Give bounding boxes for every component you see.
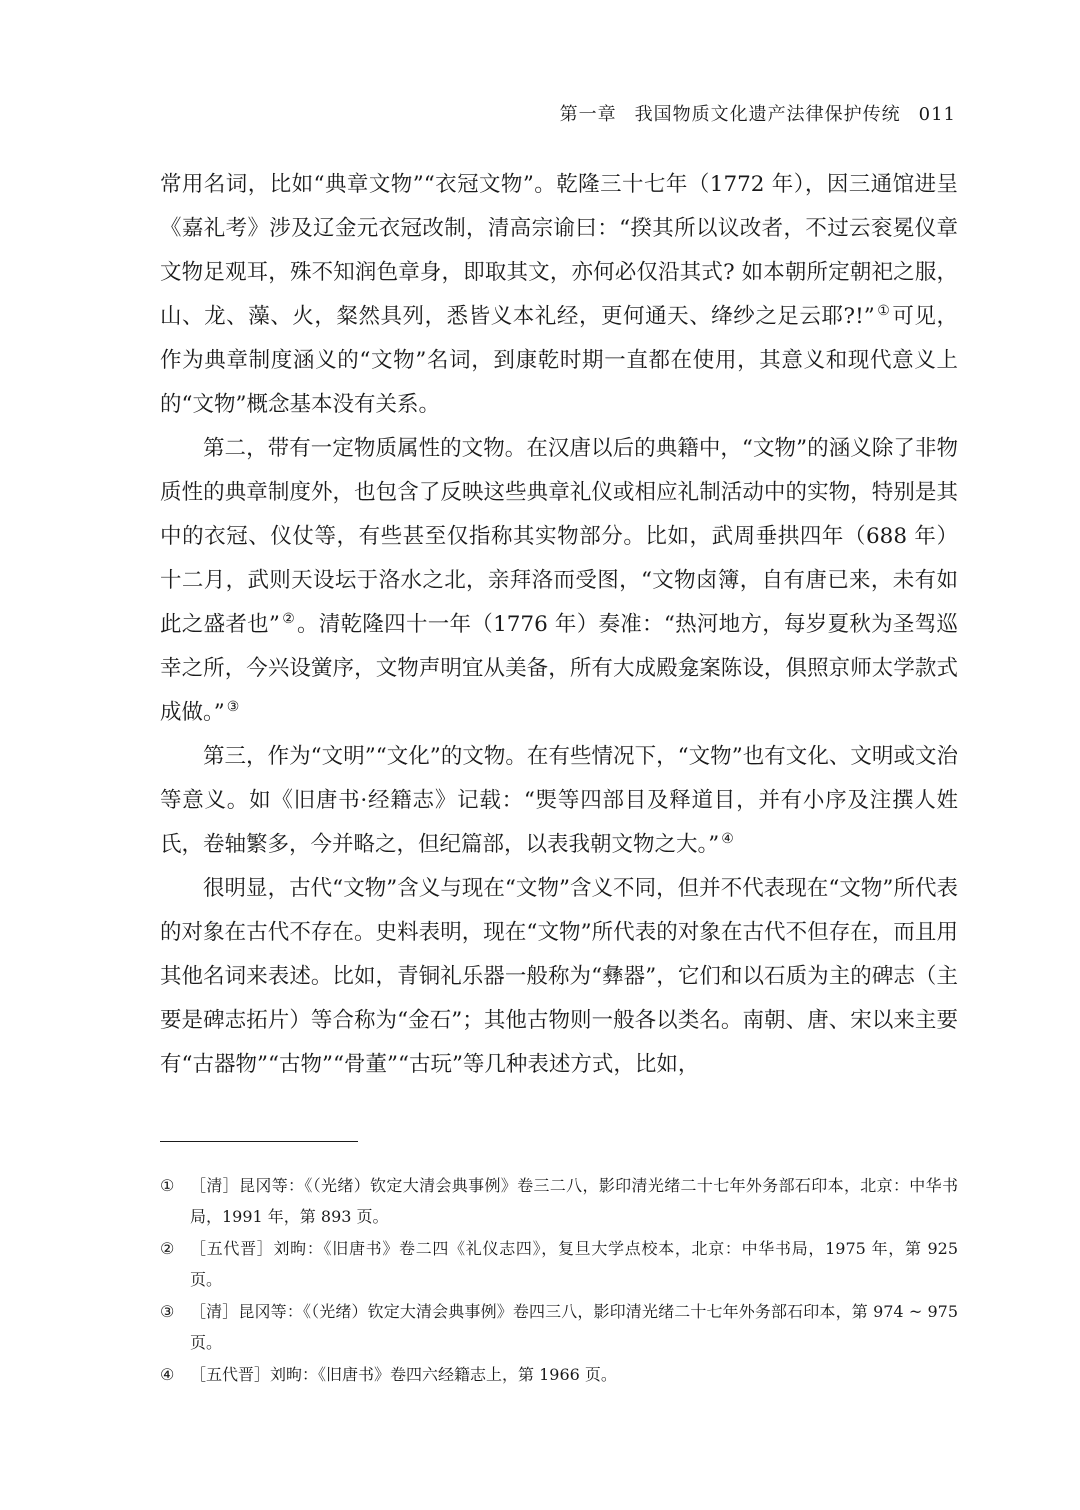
page-number: 011 — [918, 104, 956, 125]
footnote-divider — [160, 1141, 358, 1142]
paragraph-text: 很明显，古代“文物”含义与现在“文物”含义不同，但并不代表现在“文物”所代表的对象在古代不存在。史料表明，现在“文物”所代表的对象在古代不但存在，而且用其他名词来表述。比如，青铜礼乐器一般称为“彝器”，它们和以石质为主的碑志（主要是碑志拓片）等合称为“金石”；其他古物则一般各以类名。南朝、唐、宋以来主要有“古器物”“古物”“骨董”“古玩”等几种表述方式，比如， — [160, 876, 958, 1077]
footnote-text: ［五代晋］刘昫：《旧唐书》卷四六经籍志上，第 1966 页。 — [190, 1365, 617, 1384]
running-header — [560, 100, 956, 126]
paragraph-third — [160, 735, 958, 867]
paragraph-text-after: 。清乾隆四十一年（1776 年）奏准：“热河地方，每岁夏秋为圣驾巡幸之所，今兴设黉序，文物声明宜从美备，所有大成殿龛案陈设，俱照京师太学款式成做。” — [160, 612, 958, 725]
footnotes — [160, 1170, 958, 1391]
paragraph-text-after: 可见，作为典章制度涵义的“文物”名词，到康乾时期一直都在使用，其意义和现代意义上的“文物”概念基本没有关系。 — [160, 304, 958, 417]
footnote-marker: ③ — [160, 1302, 175, 1321]
footnote-2 — [160, 1233, 958, 1295]
footnote-ref-2: ② — [281, 610, 296, 627]
paragraph-text: 常用名词，比如“典章文物”“衣冠文物”。乾隆三十七年（1772 年），因三通馆进呈《嘉礼考》涉及辽金元衣冠改制，清高宗谕曰：“揆其所以议改者，不过云衮冕仪章文物足观耳，殊不知润色章身，即取其文，亦何必仅沿其式? 如本朝所定朝祀之服，山、龙、藻、火，粲然具列，悉皆义本礼经，更何通天、绛纱之足云耶?!” — [160, 172, 958, 329]
footnote-1 — [160, 1170, 958, 1232]
footnote-marker: ② — [160, 1239, 175, 1258]
paragraph-fourth — [160, 867, 958, 1087]
paragraph-second — [160, 427, 958, 735]
chapter-title: 我国物质文化遗产法律保护传统 — [634, 104, 901, 125]
footnote-text: ［清］昆冈等：《（光绪）钦定大清会典事例》卷三二八，影印清光绪二十七年外务部石印本，北京：中华书局，1991 年，第 893 页。 — [190, 1176, 958, 1226]
footnote-ref-3: ③ — [226, 698, 240, 715]
footnote-4 — [160, 1359, 958, 1390]
footnote-text: ［五代晋］刘昫：《旧唐书》卷二四《礼仪志四》，复旦大学点校本，北京：中华书局，1975 年，第 925 页。 — [190, 1239, 958, 1289]
footnote-marker: ④ — [160, 1365, 175, 1384]
footnote-marker: ① — [160, 1176, 175, 1195]
footnote-ref-4: ④ — [721, 830, 734, 847]
paragraph-continuation — [160, 163, 958, 427]
footnote-3 — [160, 1296, 958, 1358]
footnote-text: ［清］昆冈等：《（光绪）钦定大清会典事例》卷四三八，影印清光绪二十七年外务部石印本，第 974 ~ 975 页。 — [190, 1302, 958, 1352]
paragraph-text: 第三，作为“文明”“文化”的文物。在有些情况下，“文物”也有文化、文明或文治等意义。如《旧唐书·经籍志》记载：“煚等四部目及释道目，并有小序及注撰人姓氏，卷轴繁多，今并略之，但纪篇部，以表我朝文物之大。” — [160, 744, 958, 857]
body-text — [160, 163, 958, 1087]
chapter-label: 第一章 — [559, 104, 617, 125]
paragraph-text: 第二，带有一定物质属性的文物。在汉唐以后的典籍中，“文物”的涵义除了非物质性的典章制度外，也包含了反映这些典章礼仪或相应礼制活动中的实物，特别是其中的衣冠、仪仗等，有些甚至仅指称其实物部分。比如，武周垂拱四年（688 年）十二月，武则天设坛于洛水之北，亲拜洛而受图，“文物卤簿，自有唐已来，未有如此之盛者也” — [160, 436, 958, 637]
footnote-ref-1: ① — [876, 302, 891, 319]
